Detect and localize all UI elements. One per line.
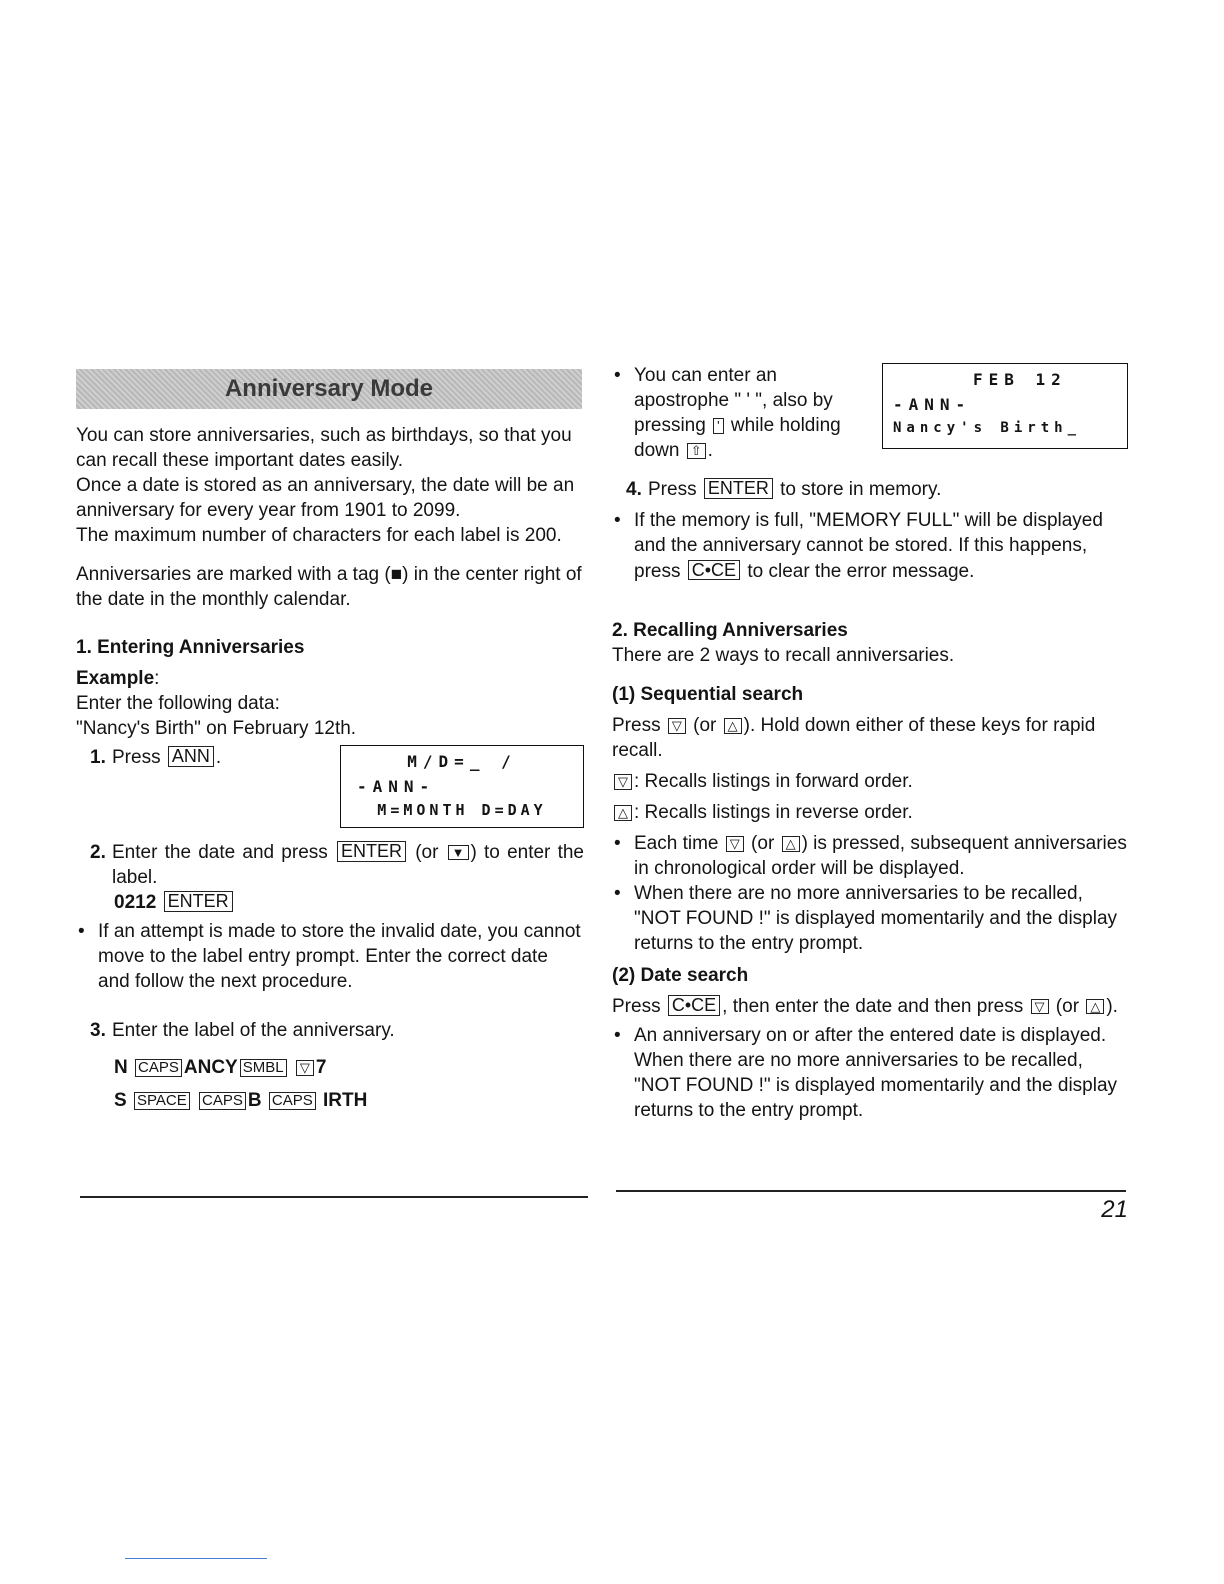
example-label: Example: <box>76 667 160 689</box>
down-key-icon: ▽ <box>668 718 686 734</box>
step3-keys-line-2: S SPACE CAPS B CAPS IRTH <box>114 1090 368 1112</box>
lcd-line: FEB 12 <box>973 370 1067 389</box>
section2-heading: 2. Recalling Anniversaries <box>612 619 848 641</box>
sequential-bullet-1: • Each time ▽ (or △ ) is pressed, subsequent anniversaries in chronological order will be displayed. <box>612 831 1128 881</box>
lcd-line: -ANN- <box>893 394 972 414</box>
down-arrow-key-icon: ▼ <box>448 845 469 861</box>
intro-paragraph-2: Once a date is stored as an anniversary, the date will be an anniversary for every year from 1901 to 2099. <box>76 475 575 522</box>
enter-key-icon: ENTER <box>164 891 233 912</box>
section2-intro: There are 2 ways to recall anniversaries. <box>612 644 955 666</box>
footer-rule-right <box>616 1190 1126 1192</box>
down-key-icon: ▽ <box>1031 999 1049 1015</box>
step2-input: 0212 ENTER <box>76 890 584 915</box>
cce-key-icon: C•CE <box>668 995 720 1016</box>
sequential-bullet-2: • When there are no more anniversaries to be recalled, "NOT FOUND !" is displayed momentarily and the display returns to the entry prompt. <box>612 881 1128 956</box>
down-key-description: ▽ : Recalls listings in forward order. <box>612 769 1128 794</box>
ann-key-icon: ANN <box>168 746 214 767</box>
cce-key-icon: C•CE <box>688 560 740 581</box>
up-key-icon: △ <box>782 836 800 852</box>
banner-title: Anniversary Mode <box>224 375 434 403</box>
lcd-display-step1 <box>340 745 584 828</box>
step4: 4. Press ENTER to store in memory. <box>626 478 942 501</box>
sequential-heading: (1) Sequential search <box>612 683 804 705</box>
apostrophe-note: • You can enter an apostrophe " ' ", also by pressing ' while holding down ⇧ . <box>612 363 864 463</box>
up-key-icon: △ <box>1086 999 1104 1015</box>
right-column <box>612 363 1128 1123</box>
left-column <box>76 363 584 1113</box>
step4-bullet: • If the memory is full, "MEMORY FULL" will be displayed and the anniversary cannot be stored. If this happens, press C•CE to clear the error message. <box>612 508 1128 583</box>
up-key-icon: △ <box>724 718 742 734</box>
enter-key-icon: ENTER <box>337 841 406 862</box>
lcd-line: M=MONTH D=DAY <box>377 801 547 820</box>
up-key-description: △ : Recalls listings in reverse order. <box>612 800 1128 825</box>
down-key-icon: ▽ <box>614 774 632 790</box>
bottom-blue-line <box>125 1558 267 1559</box>
page-number: 21 <box>1101 1196 1128 1223</box>
down-key-icon: ▽ <box>726 836 744 852</box>
caps-key-icon: CAPS <box>135 1059 182 1077</box>
intro-paragraph-1: You can store anniversaries, such as birthdays, so that you can recall these important dates easily. <box>76 425 572 472</box>
sequential-text: Press ▽ (or △ ). Hold down either of these keys for rapid recall. <box>612 714 1096 761</box>
down-key-icon: ▽ <box>296 1060 314 1076</box>
section-banner <box>76 369 582 409</box>
tag-mark-icon: ■ <box>390 564 403 586</box>
example-line-1: Enter the following data: <box>76 692 280 714</box>
date-search-heading: (2) Date search <box>612 964 749 986</box>
apostrophe-key-icon: ' <box>713 418 723 434</box>
up-key-icon: △ <box>614 805 632 821</box>
caps-key-icon: CAPS <box>269 1092 316 1110</box>
step1-row <box>76 745 584 828</box>
step3-keys-line-1: N CAPS ANCY SMBL ▽ 7 <box>114 1057 327 1079</box>
caps-key-icon: CAPS <box>199 1092 246 1110</box>
step3: 3. Enter the label of the anniversary. <box>90 1020 395 1042</box>
lcd-line: -ANN- <box>357 776 436 796</box>
lcd-display-step3 <box>882 363 1128 449</box>
example-line-2: "Nancy's Birth" on February 12th. <box>76 717 357 739</box>
step2: 2. Enter the date and press ENTER (or ▼ ) to enter the label. <box>90 840 584 888</box>
lcd-line: M/D=_ / <box>407 751 517 771</box>
date-search-text: Press C•CE , then enter the date and then press ▽ (or △ ). <box>612 994 1118 1017</box>
step1: 1. Press ANN . <box>90 745 222 768</box>
enter-key-icon: ENTER <box>704 478 773 499</box>
step2-bullet: • If an attempt is made to store the invalid date, you cannot move to the label entry prompt. Enter the correct date and follow the next procedure. <box>76 919 584 994</box>
apostrophe-row <box>612 363 1128 463</box>
smbl-key-icon: SMBL <box>240 1059 287 1077</box>
space-key-icon: SPACE <box>134 1092 190 1110</box>
date-search-bullet: • An anniversary on or after the entered date is displayed. When there are no more anniversaries to be recalled, "NOT FOUND !" is displayed momentarily and the display returns to the entry prompt. <box>612 1023 1128 1123</box>
footer-rule-left <box>80 1196 588 1198</box>
section1-heading: 1. Entering Anniversaries <box>76 636 305 658</box>
intro-paragraph-4: Anniversaries are marked with a tag (■) in the center right of the date in the monthly calendar. <box>76 564 582 611</box>
intro-paragraph-3: The maximum number of characters for each label is 200. <box>76 525 562 547</box>
lcd-line: Nancy's Birth_ <box>893 419 1082 436</box>
shift-key-icon: ⇧ <box>687 443 706 459</box>
